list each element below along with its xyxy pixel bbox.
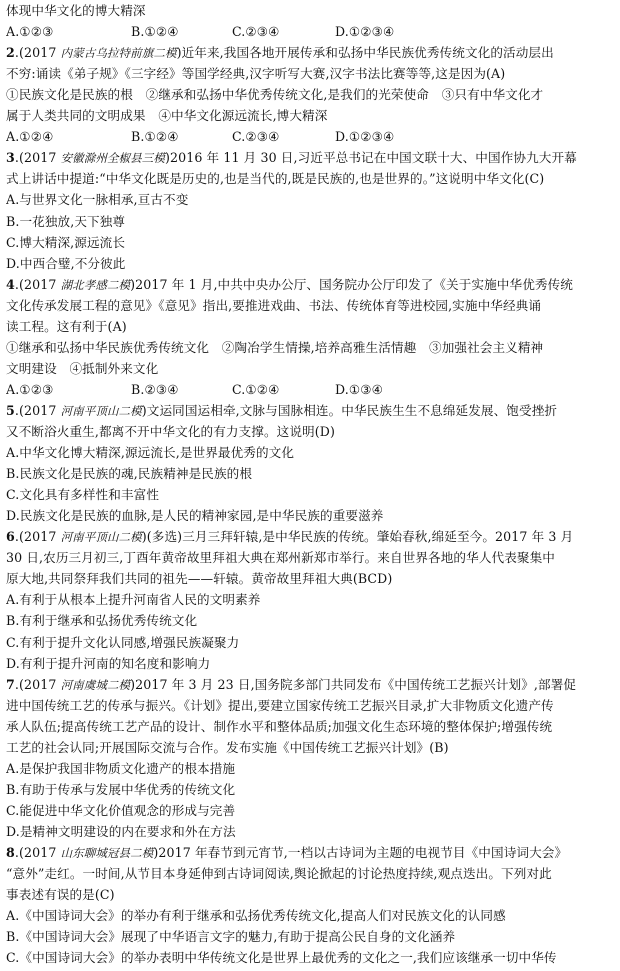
question-number: 2 <box>6 45 15 61</box>
answer-option: D.①③④ <box>335 381 384 397</box>
answer-option: C.②③④ <box>232 129 280 145</box>
question-source: 湖北孝感二模 <box>60 277 131 292</box>
answer-option: A.①②④ <box>6 129 54 145</box>
text-line: C.博大精深,源远流长 <box>6 234 126 250</box>
question-text: )2017 年 1 月,中共中央办公厅、国务院办公厅印发了《关于实施中华优秀传统 <box>130 276 573 292</box>
text-line: A.与世界文化一脉相承,亘古不变 <box>6 192 189 208</box>
text-line: C.文化具有多样性和丰富性 <box>6 487 160 503</box>
question-year: (2017 <box>18 150 61 166</box>
question-year: (2017 <box>18 676 61 692</box>
text-line: 承人队伍;提高传统工艺产品的设计、制作水平和整体品质;加强文化生态环境的整体保护;增强传统 <box>6 718 553 734</box>
text-line: 读工程。这有利于(A) <box>6 318 127 334</box>
text-line: C.《中国诗词大会》的举办表明中华传统文化是世界上最优秀的文化之一,我们应该继承一切中华传 <box>6 950 557 966</box>
text-line: 工艺的社会认同;开展国际交流与合作。发布实施《中国传统工艺振兴计划》(B) <box>6 739 449 755</box>
text-line: A.是保护我国非物质文化遗产的根本措施 <box>6 760 236 776</box>
text-line: D.中西合璧,不分彼此 <box>6 255 126 271</box>
answer-option: D.①②③④ <box>335 129 395 145</box>
question-number: 8 <box>6 845 15 860</box>
question-number: 3 <box>6 150 15 166</box>
question-text: )近年来,我国各地开展传承和弘扬中华民族优秀传统文化的活动层出 <box>176 45 554 61</box>
text-line: C.有利于提升文化认同感,增强民族凝聚力 <box>6 634 240 650</box>
question-year: (2017 <box>18 529 61 545</box>
question-text: )2017 年 3 月 23 日,国务院多部门共同发布《中国传统工艺振兴计划》,部署促 <box>130 676 577 692</box>
text-line: D.是精神文明建设的内在要求和外在方法 <box>6 823 236 839</box>
text-line: ①民族文化是民族的根 ②继承和弘扬中华优秀传统文化,是我们的光荣使命 ③只有中华文化才 <box>6 87 544 103</box>
answer-options-row <box>6 379 616 400</box>
question-year: (2017 <box>18 845 61 860</box>
answer-option: B.①②④ <box>131 129 179 145</box>
question-year: (2017 <box>18 276 61 292</box>
question-text: )2016 年 11 月 30 日,习近平总书记在中国文联十大、中国作协九大开幕 <box>164 150 577 166</box>
question-stem: 6.(2017 河南平顶山二模)(多选)三月三拜轩辕,是中华民族的传统。肇始春秋,绵延至今。2017 年 3 月 <box>6 529 574 545</box>
question-source: 安徽滁州全椒县三模 <box>60 151 165 166</box>
text-line: 体现中华文化的博大精深 <box>6 3 146 18</box>
text-line: 文化传承发展工程的意见》《意见》指出,要推进戏曲、书法、传统体育等进校园,实施中华经典诵 <box>6 297 542 313</box>
text-line: “意外”走红。一时间,从节目本身延伸到古诗词阅读,舆论掀起的讨论热度持续,观点迭出。下列对此 <box>6 866 552 882</box>
text-line: B.民族文化是民族的魂,民族精神是民族的根 <box>6 466 253 482</box>
question-stem: 4.(2017 湖北孝感二模)2017 年 1 月,中共中央办公厅、国务院办公厅印发了《关于实施中华优秀传统 <box>6 276 573 292</box>
text-line: B.一花独放,天下独尊 <box>6 213 126 229</box>
text-line: 进中国传统工艺的传承与振兴。《计划》提出,要建立国家传统工艺振兴目录,扩大非物质文化遗产传 <box>6 697 554 713</box>
question-year: (2017 <box>18 45 61 61</box>
text-line: B.有利于继承和弘扬优秀传统文化 <box>6 613 198 629</box>
text-line: D.有利于提升河南的知名度和影响力 <box>6 655 211 671</box>
answer-option: A.①②③ <box>6 381 54 397</box>
text-line: C.能促进中华文化价值观念的形成与完善 <box>6 802 236 818</box>
text-line: A.中华文化博大精深,源远流长,是世界最优秀的文化 <box>6 445 295 461</box>
question-stem: 7.(2017 河南虞城二模)2017 年 3 月 23 日,国务院多部门共同发布《中国传统工艺振兴计划》,部署促 <box>6 676 577 692</box>
question-source: 内蒙古乌拉特前旗二模 <box>60 46 177 61</box>
text-line: 事表述有误的是(C) <box>6 887 115 903</box>
question-stem: 2.(2017 内蒙古乌拉特前旗二模)近年来,我国各地开展传承和弘扬中华民族优秀传统文化的活动层出 <box>6 45 554 61</box>
question-stem: 3.(2017 安徽滁州全椒县三模)2016 年 11 月 30 日,习近平总书记在中国文联十大、中国作协九大开幕 <box>6 150 577 166</box>
question-source: 山东聊城冠县二模 <box>60 846 154 860</box>
question-source: 河南平顶山二模 <box>60 530 142 545</box>
answer-option: B.②③④ <box>131 381 179 397</box>
text-line: D.民族文化是民族的血脉,是人民的精神家园,是中华民族的重要滋养 <box>6 508 384 524</box>
question-text: )文运同国运相牵,文脉与国脉相连。中华民族生生不息绵延发展、饱受挫折 <box>141 402 558 418</box>
text-line: A.《中国诗词大会》的举办有利于继承和弘扬优秀传统文化,提高人们对民族文化的认同感 <box>6 908 506 924</box>
text-line: A.有利于从根本上提升河南省人民的文明素养 <box>6 592 261 608</box>
question-text: )(多选)三月三拜轩辕,是中华民族的传统。肇始春秋,绵延至今。2017 年 3 月 <box>141 529 574 545</box>
question-number: 5 <box>6 402 15 418</box>
text-line: 文明建设 ④抵制外来文化 <box>6 360 159 376</box>
answer-options-row <box>6 126 616 147</box>
text-line: 原大地,共同祭拜我们共同的祖先——轩辕。黄帝故里拜祖大典(BCD) <box>6 571 393 587</box>
text-line: B.《中国诗词大会》展现了中华语言文字的魅力,有助于提高公民自身的文化涵养 <box>6 929 456 945</box>
question-source: 河南平顶山二模 <box>60 403 142 418</box>
answer-option: B.①②④ <box>131 24 179 40</box>
text-line: 又不断浴火重生,都离不开中华文化的有力支撑。这说明(D) <box>6 424 335 439</box>
text-line: ①继承和弘扬中华民族优秀传统文化 ②陶冶学生情操,培养高雅生活情趣 ③加强社会主义精神 <box>6 339 544 355</box>
answer-option: C.①②④ <box>232 381 280 397</box>
question-text: )2017 年春节到元宵节,一档以古诗词为主题的电视节目《中国诗词大会》 <box>153 845 568 860</box>
question-number: 7 <box>6 676 15 692</box>
answer-option: A.①②③ <box>6 24 54 40</box>
text-line: 式上讲话中提道:“中华文化既是历史的,也是当代的,既是民族的,也是世界的。”这说明中华文化(C) <box>6 171 545 187</box>
answer-option: D.①②③④ <box>335 24 395 40</box>
text-line: B.有助于传承与发展中华优秀的传统文化 <box>6 781 236 797</box>
question-year: (2017 <box>18 402 61 418</box>
question-number: 4 <box>6 276 15 292</box>
text-line: 30 日,农历三月初三,丁酉年黄帝故里拜祖大典在郑州新郑市举行。来自世界各地的华人代表聚集中 <box>6 550 555 566</box>
answer-options-row <box>6 21 616 42</box>
question-stem: 8.(2017 山东聊城冠县二模)2017 年春节到元宵节,一档以古诗词为主题的电视节目《中国诗词大会》 <box>6 845 568 860</box>
answer-option: C.②③④ <box>232 24 280 40</box>
question-source: 河南虞城二模 <box>60 677 131 692</box>
question-stem: 5.(2017 河南平顶山二模)文运同国运相牵,文脉与国脉相连。中华民族生生不息绵延发展、饱受挫折 <box>6 402 558 418</box>
question-number: 6 <box>6 529 15 545</box>
text-line: 不穷:诵读《弟子规》《三字经》等国学经典,汉字听写大赛,汉字书法比赛等等,这是因为(A) <box>6 66 506 82</box>
text-line: 属于人类共同的文明成果 ④中华文化源远流长,博大精深 <box>6 108 328 124</box>
